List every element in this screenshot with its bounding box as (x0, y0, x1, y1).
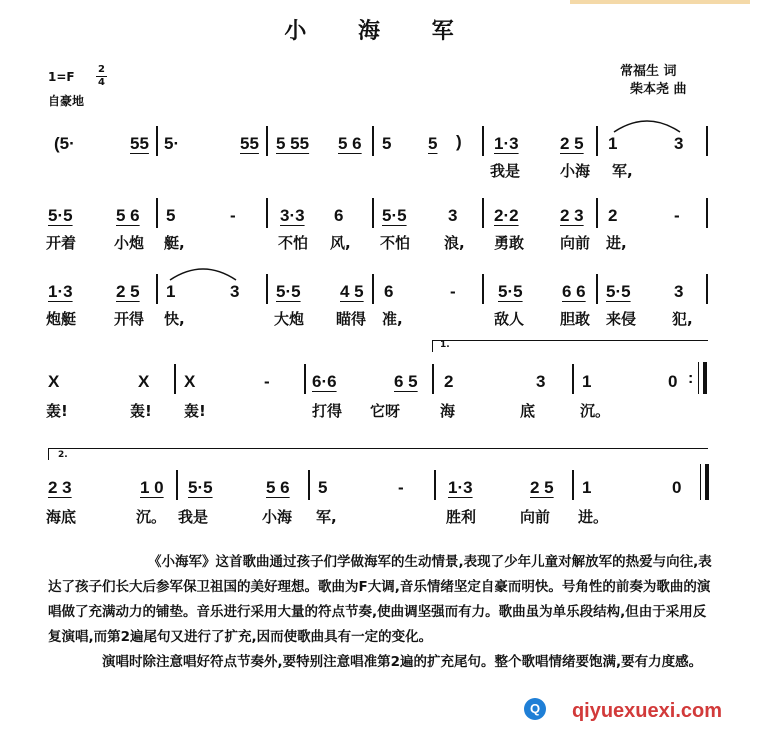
volta-bracket-1-hook (432, 340, 433, 352)
lyric: 向前 (560, 234, 591, 252)
lyric: 沉。 (580, 402, 611, 420)
note: 2·2 (494, 206, 519, 225)
lyric: 瞄得 (336, 310, 367, 328)
note: 0 (668, 372, 678, 391)
lyric: 不怕 (278, 234, 309, 252)
note: 2 5 (530, 478, 554, 497)
note: 3 (448, 206, 458, 225)
watermark-logo-icon: Q (524, 698, 546, 720)
barline (482, 274, 484, 304)
lyric: 快, (164, 310, 185, 328)
note: 5·5 (382, 206, 407, 225)
note: - (230, 206, 236, 225)
note: 6 5 (394, 372, 418, 391)
note: - (450, 282, 456, 301)
note: 3 (230, 282, 240, 301)
barline (308, 470, 310, 500)
barline (432, 364, 434, 394)
note: 3 (674, 134, 684, 153)
note: 5 6 (116, 206, 140, 225)
note: 55 (130, 134, 149, 153)
volta-label-1: 1. (440, 340, 450, 350)
barline (706, 198, 708, 228)
note: 1·3 (494, 134, 519, 153)
lyric: 浪, (444, 234, 465, 252)
note: 6·6 (312, 372, 337, 391)
lyric: 它呀 (370, 402, 401, 420)
lyricist: 常福生 词 (620, 64, 677, 79)
lyric: 军, (316, 508, 337, 526)
lyric: 勇敢 (494, 234, 525, 252)
barline (304, 364, 306, 394)
time-signature-bottom: 4 (98, 77, 105, 88)
lyric: 敌人 (494, 310, 525, 328)
lyric: 进。 (578, 508, 609, 526)
barline (266, 274, 268, 304)
lyric: 开得 (114, 310, 145, 328)
repeat-dots: : (688, 370, 694, 387)
lyric: 海 (440, 402, 456, 420)
note: 5· (164, 134, 180, 153)
lyric: 小海 (262, 508, 293, 526)
lyric: 底 (520, 402, 536, 420)
note: - (674, 206, 680, 225)
barline (596, 274, 598, 304)
barline (266, 198, 268, 228)
note: 5 (166, 206, 176, 225)
time-signature-top: 2 (98, 64, 105, 75)
lyric: 胆敢 (560, 310, 591, 328)
note: 1 (582, 478, 592, 497)
note: 3 (536, 372, 546, 391)
barline (706, 126, 708, 156)
repeat-barline-thin (698, 362, 699, 394)
barline (174, 364, 176, 394)
note: 4 5 (340, 282, 364, 301)
note: 3 (674, 282, 684, 301)
lyric: 轰! (46, 402, 68, 420)
note: 5 6 (338, 134, 362, 153)
note: 5 55 (276, 134, 310, 153)
barline (372, 126, 374, 156)
lyric: 海底 (46, 508, 77, 526)
slur (168, 262, 238, 284)
lyric: 轰! (184, 402, 206, 420)
barline (706, 274, 708, 304)
note: X (138, 372, 150, 391)
note: 5 (382, 134, 392, 153)
lyric: 大炮 (274, 310, 305, 328)
lyric: 不怕 (380, 234, 411, 252)
barline (434, 470, 436, 500)
barline (156, 274, 158, 304)
lyric: 炮艇 (46, 310, 77, 328)
lyric: 艇, (164, 234, 185, 252)
note: 5·5 (48, 206, 73, 225)
volta-bracket-2-hook (48, 448, 49, 460)
volta-label-2: 2. (58, 450, 68, 460)
note: 6 6 (562, 282, 586, 301)
note: 2 (608, 206, 618, 225)
barline (372, 198, 374, 228)
barline (596, 198, 598, 228)
description-paragraph-1: 《小海军》这首歌曲通过孩子们学做海军的生动情景,表现了少年儿童对解放军的热爱与向往,表达了孩子们长大后参军保卫祖国的美好理想。歌曲为F大调,音乐情绪坚定自豪而明快。号角性的前奏为歌曲的演唱做了充满动力的铺垫。音乐进行采用大量的符点节奏,使曲调坚强而有力。歌曲虽为单乐段结构,但由于采用反复演唱,而第2遍尾句又进行了扩充,因而使歌曲具有一定的变化。 (48, 554, 712, 645)
barline (572, 364, 574, 394)
lyric: 沉。 (136, 508, 167, 526)
note: 6 (334, 206, 344, 225)
barline (482, 126, 484, 156)
tempo-mood: 自豪地 (48, 94, 85, 108)
note: 5 6 (266, 478, 290, 497)
barline (372, 274, 374, 304)
lyric: 胜利 (446, 508, 477, 526)
description-paragraph-2: 演唱时除注意唱好符点节奏外,要特别注意唱准第2遍的扩充尾句。整个歌唱情绪要饱满,要有力度感。 (102, 654, 703, 670)
key-signature: 1=F (48, 70, 75, 84)
description (48, 550, 716, 675)
note: 5·5 (276, 282, 301, 301)
note: 2 5 (560, 134, 584, 153)
lyric: 向前 (520, 508, 551, 526)
barline (156, 126, 158, 156)
note: 5 (428, 134, 438, 153)
note: 1 (608, 134, 618, 153)
note: (5· (54, 134, 75, 153)
lyric: 犯, (672, 310, 693, 328)
volta-bracket-2 (48, 448, 708, 449)
barline (596, 126, 598, 156)
note: 1 (166, 282, 176, 301)
barline (156, 198, 158, 228)
note: - (398, 478, 404, 497)
lyric: 小炮 (114, 234, 145, 252)
lyric: 风, (330, 234, 351, 252)
note: 1·3 (48, 282, 73, 301)
note: 6 (384, 282, 394, 301)
note: 5·5 (188, 478, 213, 497)
lyric: 军, (612, 162, 633, 180)
note: X (48, 372, 60, 391)
lyric: 小海 (560, 162, 591, 180)
barline (176, 470, 178, 500)
final-barline-thin (700, 464, 701, 500)
repeat-barline-thick (703, 362, 707, 394)
note: 2 3 (48, 478, 72, 497)
lyric: 我是 (490, 162, 521, 180)
note: 55 (240, 134, 259, 153)
note: 2 5 (116, 282, 140, 301)
barline (572, 470, 574, 500)
note: 5·5 (498, 282, 523, 301)
note: 5 (318, 478, 328, 497)
note: 1 0 (140, 478, 164, 497)
barline (266, 126, 268, 156)
song-title: 小 海 军 (284, 19, 476, 44)
note: 1 (582, 372, 592, 391)
barline (482, 198, 484, 228)
note: 3·3 (280, 206, 305, 225)
note: 0 (672, 478, 682, 497)
lyric: 来侵 (606, 310, 637, 328)
note: 1·3 (448, 478, 473, 497)
lyric: 我是 (178, 508, 209, 526)
watermark: qiyuexuexi.com (571, 700, 722, 722)
note: X (184, 372, 196, 391)
lyric: 轰! (130, 402, 152, 420)
lyric: 开着 (46, 234, 77, 252)
lyric: 准, (382, 310, 403, 328)
slur (612, 114, 682, 136)
note: 2 (444, 372, 454, 391)
composer: 柴本尧 曲 (630, 82, 687, 97)
top-color-strip (570, 0, 750, 4)
lyric: 打得 (312, 402, 343, 420)
note: 2 3 (560, 206, 584, 225)
note: ) (456, 132, 462, 151)
lyric: 进, (606, 234, 627, 252)
volta-bracket-1 (432, 340, 708, 341)
note: 5·5 (606, 282, 631, 301)
note: - (264, 372, 270, 391)
final-barline-thick (705, 464, 709, 500)
